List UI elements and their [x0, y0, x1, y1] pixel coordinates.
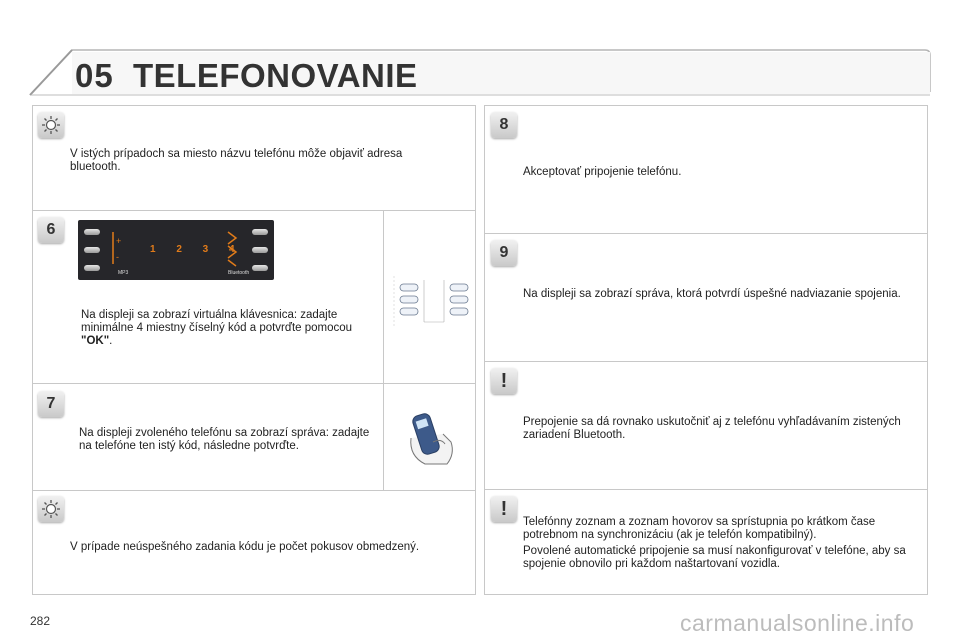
step-badge: 6: [38, 217, 64, 243]
svg-text:-: -: [116, 252, 119, 262]
step-text-part: Na displeji sa zobrazí virtuálna klávesnica: zadajte minimálne 4 miestny číselný kód a potvrďte pomocou: [81, 309, 353, 334]
divider: [32, 210, 476, 211]
svg-text:+: +: [116, 236, 122, 246]
display-digits: 1 2 3 4: [150, 244, 244, 255]
control-panel-illustration: [390, 276, 480, 336]
watermark: carmanualsonline.info: [680, 610, 915, 636]
lightbulb-icon: [41, 115, 61, 135]
step-badge: 9: [491, 240, 517, 266]
page-header: [0, 0, 960, 100]
left-panel: [32, 105, 476, 595]
divider: [484, 361, 928, 362]
note-text: Prepojenie sa dá rovnako uskutočniť aj z telefónu vyhľadávaním zistených zariadení Bluetooth.: [523, 416, 901, 441]
step-text: Na displeji sa zobrazí správa, ktorá potvrdí úspešné nadviazanie spojenia.: [523, 288, 901, 300]
step-badge: 7: [38, 391, 64, 417]
radio-display-image: [78, 220, 274, 280]
divider: [383, 210, 384, 490]
tip-text: V prípade neúspešného zadania kódu je počet pokusov obmedzený.: [70, 541, 420, 553]
step-text: Na displeji zvoleného telefónu sa zobrazí správa: zadajte na telefóne ten istý kód, následne potvrďte.: [79, 427, 370, 452]
lightbulb-icon: [41, 499, 61, 519]
warning-icon: !: [491, 496, 517, 522]
divider: [32, 490, 476, 491]
lightbulb-icon: [38, 112, 64, 138]
warning-icon: !: [491, 368, 517, 394]
tip-text: V istých prípadoch sa miesto názvu telefónu môže objaviť adresa bluetooth.: [70, 148, 403, 173]
display-label: Bluetooth: [228, 270, 250, 276]
step-text-part: .: [109, 335, 113, 347]
step-badge: 8: [491, 112, 517, 138]
chapter-number: 05: [75, 57, 114, 94]
step-text: [81, 309, 377, 348]
divider: [484, 489, 928, 490]
note-text: Telefónny zoznam a zoznam hovorov sa sprístupnia po krátkom čase potrebnom na synchronizáciu (ak je telefón kompatibilný).: [523, 516, 876, 541]
step-text: Akceptovať pripojenie telefónu.: [523, 166, 682, 178]
note-text: Povolené automatické pripojenie sa musí nakonfigurovať v telefóne, aby sa spojenie obnovilo pri každom naštartovaní vozidla.: [523, 545, 906, 570]
display-label: MP3: [118, 270, 129, 276]
divider: [32, 383, 476, 384]
ok-label: "OK": [81, 335, 110, 347]
divider: [484, 233, 928, 234]
page-number: 282: [30, 614, 51, 628]
phone-in-hand-illustration: [403, 408, 463, 468]
chapter-title: TELEFONOVANIE: [133, 57, 418, 94]
lightbulb-icon: [38, 496, 64, 522]
